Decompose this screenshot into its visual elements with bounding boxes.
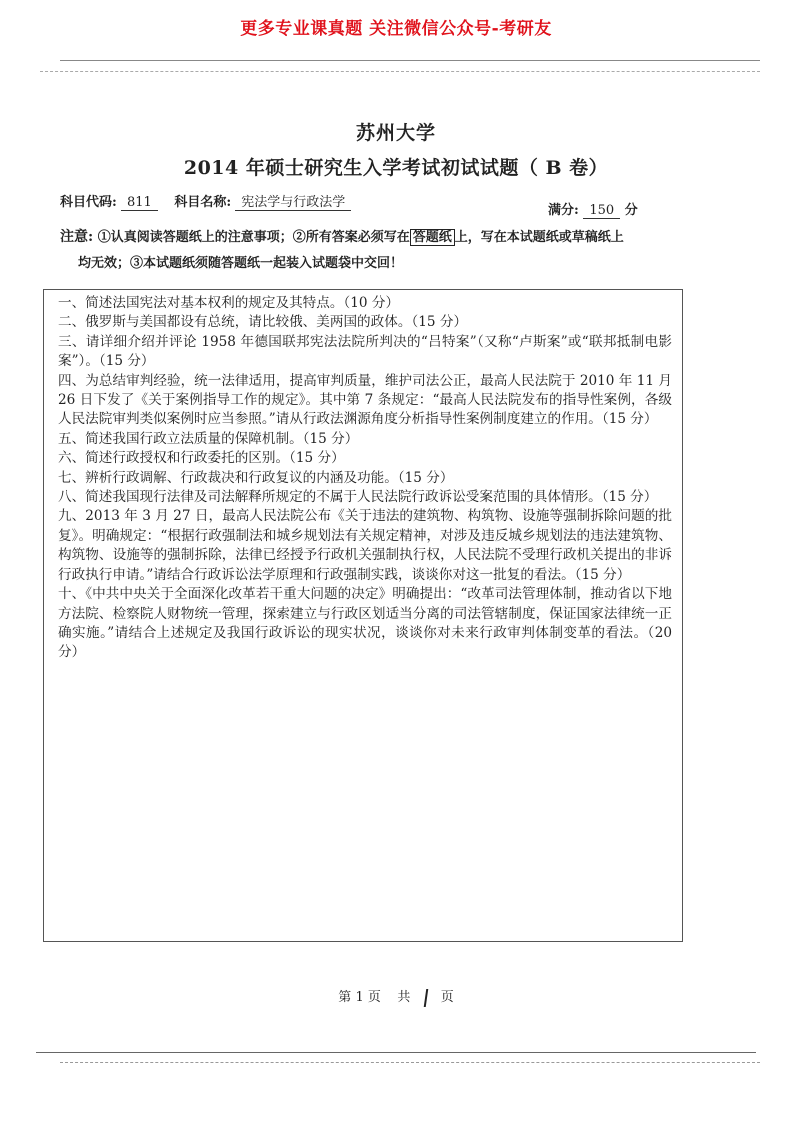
- total-suffix: 页: [440, 990, 454, 1005]
- top-dashed-rule: [40, 71, 760, 72]
- notice-text-a: ①认真阅读答题纸上的注意事项；②所有答案必须写在: [97, 230, 410, 245]
- page-prefix: 第: [338, 990, 352, 1005]
- university-name: 苏州大学: [355, 122, 436, 144]
- question-box: [43, 289, 683, 942]
- page-footer: [0, 986, 792, 1007]
- notice-text-b: 上，写在本试题纸或草稿纸上: [454, 230, 624, 245]
- subject-name-label: 科目名称:: [174, 195, 232, 210]
- subject-info: [60, 191, 351, 210]
- promo-banner: 更多专业课真题 关注微信公众号-考研友: [240, 19, 552, 39]
- notice-line-1: [60, 224, 700, 251]
- top-rule: [60, 60, 760, 61]
- subject-code: 811: [121, 195, 158, 211]
- notice-label: 注意:: [60, 229, 94, 245]
- subject-name: 宪法学与行政法学: [235, 195, 351, 211]
- exam-notice: [60, 224, 700, 277]
- page-suffix: 页: [367, 990, 381, 1005]
- question-4: 四、为总结审判经验，统一法律适用，提高审判质量，维护司法公正，最高人民法院于 2010 年 11 月 26 日下发了《关于案例指导工作的规定》。其中第 7 条规定：“最高人民法院发布的指导性案例，各级人民法院审判类似案例时应当参照。”请从行政法渊源角度分析指导性案例制度建立的作用。（15 分）: [58, 372, 672, 428]
- question-9: 九、2013 年 3 月 27 日，最高人民法院公布《关于违法的建筑物、构筑物、设施等强制拆除问题的批复》。明确规定：“根据行政强制法和城乡规划法有关规定精神，对涉及违反城乡规划法的违法建筑物、构筑物、设施等的强制拆除，法律已经授予行政机关强制执行权，人民法院不受理行政机关提出的非诉行政执行申请。”请结合行政诉讼法学原理和行政强制实践，谈谈你对这一批复的看法。（15 分）: [58, 508, 672, 583]
- question-10: 十、《中共中央关于全面深化改革若干重大问题的决定》明确提出：“改革司法管理体制，推动省以下地方法院、检察院人财物统一管理，探索建立与行政区划适当分离的司法管辖制度，保证国家法律统一正确实施。”请结合上述规定及我国行政诉讼的现实状况，谈谈你对未来行政审判体制变革的看法。（20 分）: [58, 586, 672, 661]
- bottom-dashed-rule: [60, 1062, 760, 1063]
- question-6: 六、简述行政授权和行政委托的区别。（15 分）: [58, 450, 345, 467]
- question-2: 二、俄罗斯与美国都设有总统，请比较俄、美两国的政体。（15 分）: [58, 314, 468, 331]
- notice-boxed-text: 答题纸: [410, 229, 455, 246]
- bottom-rule: [36, 1052, 756, 1053]
- question-8: 八、简述我国现行法律及司法解释所规定的不属于人民法院行政诉讼受案范围的具体情形。（15 分）: [58, 489, 658, 506]
- question-3: 三、请详细介绍并评论 1958 年德国联邦宪法法院所判决的“吕特案”（又称“卢斯案”或“联邦抵制电影案”）。（15 分）: [58, 333, 672, 370]
- full-score: [548, 199, 638, 218]
- score-label: 满分:: [548, 203, 579, 218]
- question-7: 七、辨析行政调解、行政裁决和行政复议的内涵及功能。（15 分）: [58, 469, 454, 486]
- score-unit: 分: [624, 203, 638, 218]
- page-number: 1: [355, 990, 364, 1005]
- score-value: 150: [583, 203, 620, 219]
- notice-line-2: 均无效；③本试题纸须随答题纸一起装入试题袋中交回！: [78, 256, 404, 271]
- subject-code-label: 科目代码:: [60, 195, 117, 210]
- question-5: 五、简述我国行政立法质量的保障机制。（15 分）: [58, 430, 359, 447]
- question-1: 一、简述法国宪法对基本权利的规定及其特点。（10 分）: [58, 295, 400, 311]
- total-prefix: 共: [397, 990, 411, 1005]
- exam-title: 2014 年硕士研究生入学考试初试试题（ B 卷）: [183, 157, 609, 179]
- handwritten-stroke: [423, 989, 428, 1007]
